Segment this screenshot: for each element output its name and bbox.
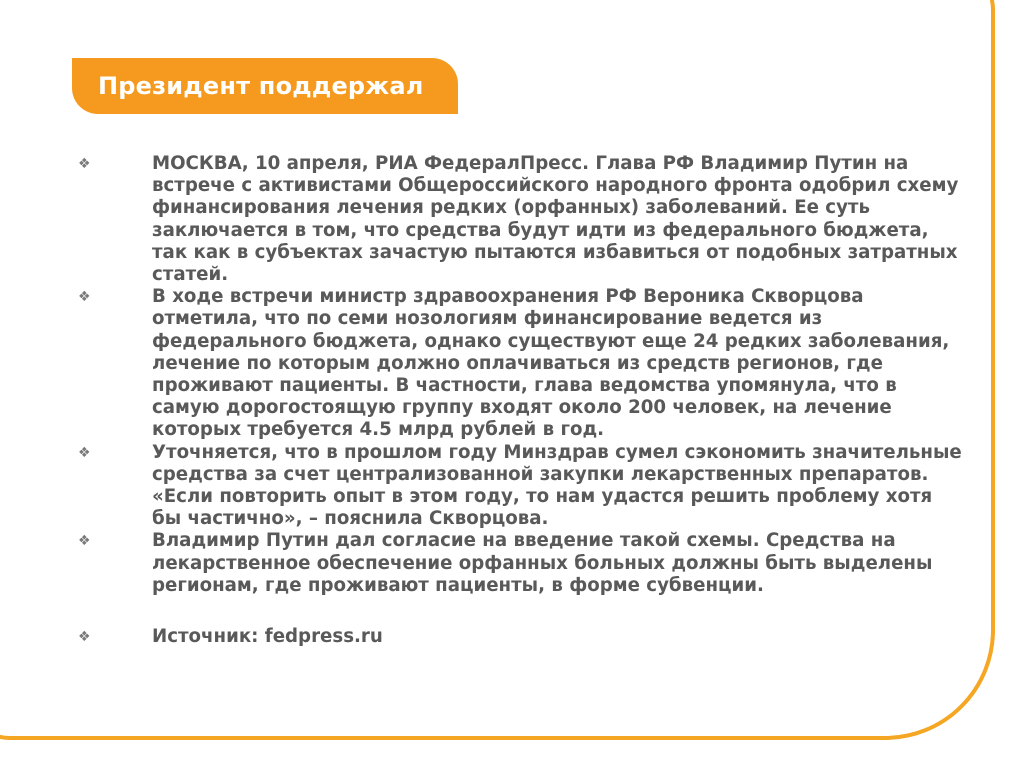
paragraph-text: Владимир Путин дал согласие на введение такой схемы. Средства на лекарственное обеспечение орфанных больных должны быть выделены регионам, где проживают пациенты, в форме субвенции. [152, 530, 933, 596]
list-item [70, 626, 970, 648]
paragraph-text: В ходе встречи министр здравоохранения РФ Вероника Скворцова отметила, что по семи нозологиям финансирование ведется из федерального бюджета, однако существуют еще 24 редких заболевания, лечение по которым должно оплачиваться из средств регионов, где проживают пациенты. В частности, глава ведомства упомянула, что в самую дорогостоящую группу входят около 200 человек, на лечение которых требуется 4.5 млрд рублей в год. [152, 286, 950, 441]
diamond-bullet-icon: ❖ [78, 444, 91, 461]
slide-title: Президент поддержал [98, 72, 424, 100]
paragraph-text: Уточняется, что в прошлом году Минздрав сумел сэкономить значительные средства за счет централизованной закупки лекарственных препаратов. «Если повторить опыт в этом году, то нам удастся решить проблему хотя бы частично», – пояснила Скворцова. [152, 441, 962, 530]
title-banner [72, 58, 458, 114]
diamond-bullet-icon: ❖ [78, 533, 91, 550]
list-item [70, 530, 970, 597]
diamond-bullet-icon: ❖ [78, 156, 91, 172]
list-item [70, 286, 970, 441]
diamond-bullet-icon: ❖ [78, 289, 91, 306]
diamond-bullet-icon: ❖ [78, 629, 91, 646]
slide-content [70, 153, 970, 648]
source-text: Источник: fedpress.ru [152, 626, 383, 648]
paragraph-text: МОСКВА, 10 апреля, РИА ФедералПресс. Глава РФ Владимир Путин на встрече с активистами Общероссийского народного фронта одобрил схему финансирования лечения редких (орфанных) заболеваний. Ее суть заключается в том, что средства будут идти из федерального бюджета, так как в субъектах зачастую пытаются избавиться от подобных затратных статей. [152, 153, 959, 286]
list-item [70, 153, 970, 286]
list-item [70, 442, 970, 531]
